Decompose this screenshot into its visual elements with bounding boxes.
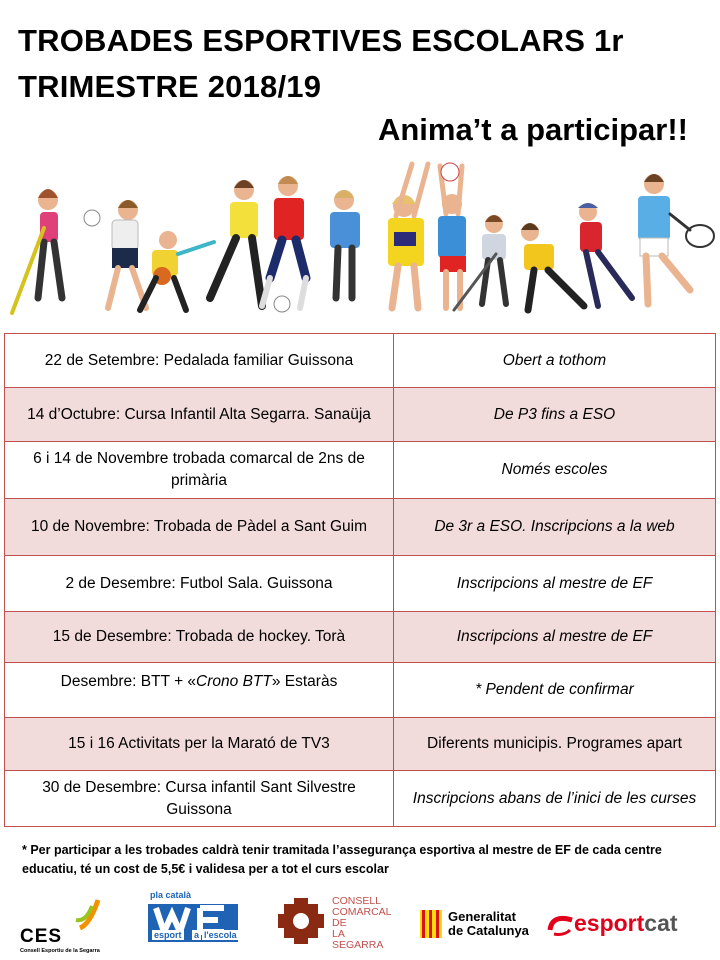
info-cell: Només escoles: [394, 442, 716, 499]
kid-figure: [638, 174, 714, 304]
consell-line4: LA: [332, 928, 345, 940]
table-row: [5, 612, 716, 663]
consell-line1: CONSELL: [332, 895, 382, 907]
info-cell: Inscripcions al mestre de EF: [394, 556, 716, 612]
table-row: [5, 442, 716, 499]
generalitat-logo: [420, 908, 540, 942]
table-row: [5, 388, 716, 442]
page-subtitle: Anima’t a participar!!: [377, 112, 688, 147]
table-row: [5, 334, 716, 388]
table-row: [5, 556, 716, 612]
event-cell: [5, 663, 394, 718]
info-cell: De P3 fins a ESO: [394, 388, 716, 442]
ces-swoosh-icon: [74, 898, 104, 932]
event-cell: 14 d’Octubre: Cursa Infantil Alta Segarra. Sanaüja: [5, 388, 394, 442]
pla-logo-line4: l'escola: [204, 930, 237, 940]
event-cell: 30 de Desembre: Cursa infantil Sant Silvestre Guissona: [5, 771, 394, 827]
table-row: [5, 771, 716, 827]
pla-logo-line1: pla català: [150, 890, 192, 900]
sponsor-logos: [0, 888, 720, 958]
pla-catala-logo: [148, 890, 240, 946]
info-cell: Diferents municipis. Programes apart: [394, 718, 716, 771]
pla-logo-line3: a: [194, 930, 200, 940]
event-cell: 6 i 14 de Novembre trobada comarcal de 2ns de primària: [5, 442, 394, 499]
table-row: [5, 718, 716, 771]
info-cell: Obert a tothom: [394, 334, 716, 388]
ces-logo: [18, 898, 108, 954]
consell-line3: DE: [332, 917, 347, 929]
kid-figure: [578, 203, 632, 306]
kid-figure: [210, 180, 262, 306]
kid-figure: [330, 190, 360, 298]
generalitat-text: [448, 910, 529, 938]
ces-logo-text: CES: [20, 926, 63, 947]
esportcat-text-a: esport: [574, 910, 645, 936]
event-text-post: » Estaràs: [271, 673, 338, 690]
info-cell: Inscripcions al mestre de EF: [394, 612, 716, 663]
ces-logo-subtext: Consell Esportiu de la Segarra: [20, 948, 100, 954]
esportcat-text: [574, 910, 678, 937]
page-title: TROBADES ESPORTIVES ESCOLARS 1r TRIMESTRE 2018/19: [18, 23, 624, 104]
consell-gear-icon: [276, 896, 326, 946]
kid-figure: [262, 176, 306, 312]
consell-line5: SEGARRA: [332, 939, 384, 951]
table-row: [5, 499, 716, 556]
generalitat-line1: Generalitat: [448, 909, 516, 924]
events-table: [4, 333, 716, 827]
consell-comarcal-logo: [276, 892, 402, 950]
event-text-emphasis: Crono BTT: [196, 673, 272, 690]
esportcat-swirl-icon: [546, 912, 574, 938]
pla-we-icon: [148, 900, 238, 948]
event-cell: 15 de Desembre: Trobada de hockey. Torà: [5, 612, 394, 663]
event-cell: 15 i 16 Activitats per la Marató de TV3: [5, 718, 394, 771]
kid-figure: [388, 164, 428, 308]
kid-figure: [12, 189, 62, 313]
generalitat-flag-icon: [420, 910, 442, 938]
event-cell: 22 de Setembre: Pedalada familiar Guissona: [5, 334, 394, 388]
pla-logo-line2: esport: [154, 930, 182, 940]
consell-line2: COMARCAL: [332, 906, 392, 918]
event-cell: 10 de Novembre: Trobada de Pàdel a Sant Guim: [5, 499, 394, 556]
kid-figure: [84, 200, 146, 308]
kid-figure: [140, 231, 214, 310]
info-cell: * Pendent de confirmar: [394, 663, 716, 718]
esportcat-text-b: cat: [644, 910, 678, 936]
kids-sports-illustration: [0, 158, 720, 328]
kid-figure: [438, 163, 466, 308]
event-cell: 2 de Desembre: Futbol Sala. Guissona: [5, 556, 394, 612]
info-cell: De 3r a ESO. Inscripcions a la web: [394, 499, 716, 556]
footnote: * Per participar a les trobades caldrà tenir tramitada l’assegurança esportiva al mestre de EF de cada centre educatiu, té un cost de 5,5€ i validesa per a tot el curs escolar: [22, 843, 662, 876]
generalitat-line2: de Catalunya: [448, 923, 529, 938]
esportcat-logo: [546, 910, 696, 940]
event-text-pre: Desembre: BTT + «: [60, 673, 197, 690]
table-row: [5, 663, 716, 718]
consell-logo-text: [332, 896, 392, 951]
kid-figure: [521, 223, 584, 310]
info-cell: Inscripcions abans de l’inici de les curses: [394, 771, 716, 827]
